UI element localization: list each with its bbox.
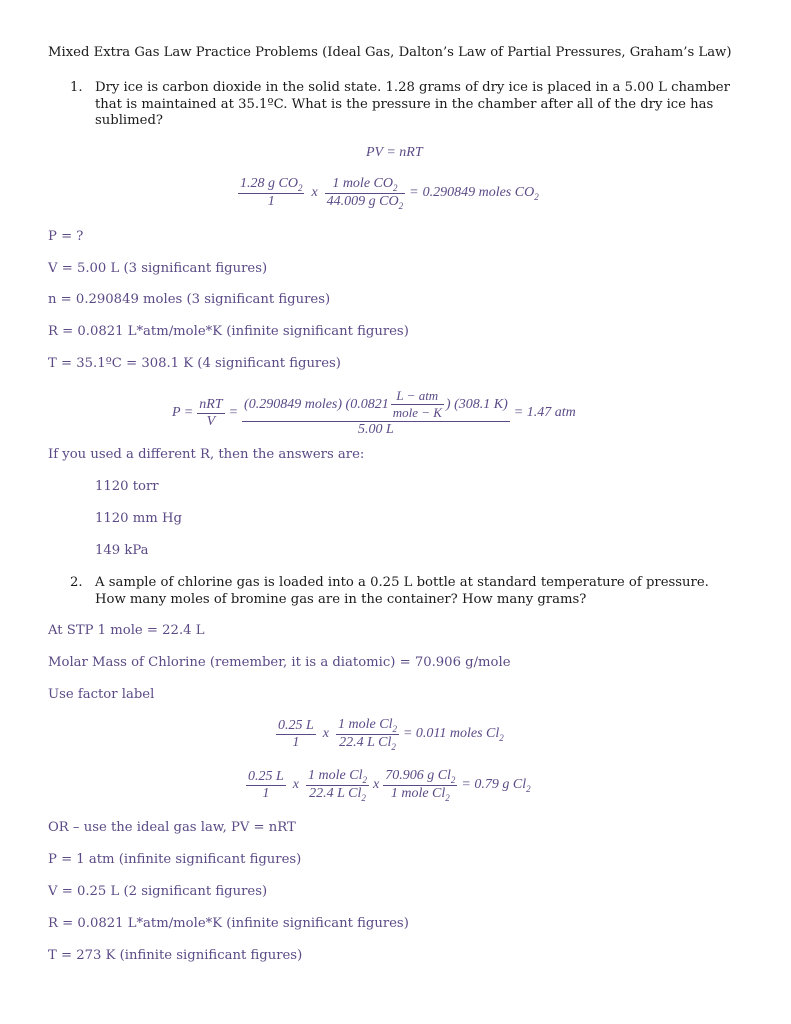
eq1-frac1 xyxy=(276,718,316,751)
question-2-number: 2. xyxy=(70,575,83,590)
conv-den1: 1 xyxy=(267,194,275,210)
question-2-text: A sample of chlorine gas is loaded into a 0.25 L bottle at standard temperature of pressure. How many moles of bromine gas are in the container? How many grams? xyxy=(95,575,709,607)
eq2-times-a: x xyxy=(292,777,300,793)
nrt: nRT xyxy=(199,396,223,412)
given-moles: n = 0.290849 moles (3 significant figures) xyxy=(48,292,331,307)
pressure-solution xyxy=(172,388,576,438)
given-volume: V = 5.00 L (3 significant figures) xyxy=(48,261,268,276)
eq2-sub-c: 2 xyxy=(450,774,456,785)
sub2-a: 2 xyxy=(297,183,303,194)
conv-num1: 1.28 g CO xyxy=(240,176,298,192)
conv-num2: 1 mole CO xyxy=(332,176,393,191)
eq2-n3: 70.906 g Cl xyxy=(385,768,451,783)
co2-conversion xyxy=(238,176,539,211)
eq1-result: = 0.011 moles Cl xyxy=(402,725,500,741)
ideal-gas-equation: PV = nRT xyxy=(366,145,423,160)
sub2-d: 2 xyxy=(534,191,539,202)
eq2-d1: 1 xyxy=(262,785,270,801)
grams-cl2-equation xyxy=(246,768,531,803)
or-temperature: T = 273 K (infinite significant figures) xyxy=(48,948,303,963)
or-ideal-gas-line: OR – use the ideal gas law, PV = nRT xyxy=(48,820,296,835)
given-r: R = 0.0821 L*atm/mole*K (infinite significant figures) xyxy=(48,324,409,339)
fraction-substitution xyxy=(242,388,510,438)
eq2-n1: 0.25 L xyxy=(248,768,284,784)
or-volume: V = 0.25 L (2 significant figures) xyxy=(48,884,268,899)
document-title: Mixed Extra Gas Law Practice Problems (Ideal Gas, Dalton’s Law of Partial Pressures, Graham’s Law) xyxy=(48,45,732,60)
eq1-times: x xyxy=(322,726,330,742)
eq1-n1: 0.25 L xyxy=(278,717,314,733)
eq2-sub-e: 2 xyxy=(526,783,531,794)
alt-mmhg: 1120 mm Hg xyxy=(95,511,182,526)
alt-kpa: 149 kPa xyxy=(95,543,149,558)
fraction-nrt-v xyxy=(197,397,224,430)
eq2-frac1 xyxy=(246,769,286,802)
conv-den2: 44.009 g CO xyxy=(326,193,399,209)
eq2-sub-b: 2 xyxy=(361,792,366,803)
eq1-sub-c: 2 xyxy=(499,732,504,743)
eq2-frac3 xyxy=(383,768,457,803)
eq2-d3: 1 mole Cl xyxy=(390,785,446,801)
unit-den: mole − K xyxy=(392,405,442,420)
conv-result: 0.290849 moles CO xyxy=(422,184,535,200)
alt-intro: If you used a different R, then the answers are: xyxy=(48,447,365,462)
eq2-times-b: x xyxy=(372,777,380,793)
eq1-frac2 xyxy=(336,717,399,752)
alt-torr: 1120 torr xyxy=(95,479,159,494)
molar-mass-line: Molar Mass of Chlorine (remember, it is a diatomic) = 70.906 g/mole xyxy=(48,655,511,670)
equals: = xyxy=(228,405,239,420)
moles-cl2-equation xyxy=(276,717,504,752)
unit-num: L − atm xyxy=(391,388,444,405)
fraction-grams xyxy=(238,176,304,210)
equals-sign: = xyxy=(409,185,419,201)
question-1-number: 1. xyxy=(70,80,83,95)
eq2-frac2 xyxy=(306,768,369,803)
stp-line: At STP 1 mole = 22.4 L xyxy=(48,623,205,638)
v: V xyxy=(206,413,216,429)
subst-b: ) (308.1 K) xyxy=(445,396,508,412)
eq2-sub-d: 2 xyxy=(445,792,450,803)
eq1-sub-a: 2 xyxy=(392,723,397,734)
question-1-text: Dry ice is carbon dioxide in the solid state. 1.28 grams of dry ice is placed in a 5.00 L chamber that is maintained at 35.1ºC. What is the pressure in the chamber after all of the dry ice has sublimed? xyxy=(95,80,730,128)
eq2-sub-a: 2 xyxy=(362,774,367,785)
pressure-result: = 1.47 atm xyxy=(513,405,576,420)
eq1-sub-b: 2 xyxy=(391,741,396,752)
fraction-molar xyxy=(325,176,405,211)
eq1-d1: 1 xyxy=(292,734,300,750)
eq1-n2: 1 mole Cl xyxy=(338,717,393,732)
given-temperature: T = 35.1ºC = 308.1 K (4 significant figures) xyxy=(48,356,341,371)
sub2-c: 2 xyxy=(398,200,404,211)
or-r: R = 0.0821 L*atm/mole*K (infinite significant figures) xyxy=(48,916,409,931)
subst-a: (0.290849 moles) (0.0821 xyxy=(244,396,389,412)
given-pressure: P = ? xyxy=(48,229,84,244)
factor-label-line: Use factor label xyxy=(48,687,155,702)
eq2-d2: 22.4 L Cl xyxy=(309,785,362,801)
eq2-result: = 0.79 g Cl xyxy=(461,776,527,792)
eq2-n2: 1 mole Cl xyxy=(308,768,363,783)
subst-den: 5.00 L xyxy=(358,422,394,437)
eq1-d2: 22.4 L Cl xyxy=(339,734,392,750)
p-lhs: P = xyxy=(172,405,194,420)
sub2-b: 2 xyxy=(392,182,398,193)
or-pressure: P = 1 atm (infinite significant figures) xyxy=(48,852,302,867)
unit-fraction xyxy=(391,388,444,421)
times-sign: x xyxy=(311,185,318,201)
